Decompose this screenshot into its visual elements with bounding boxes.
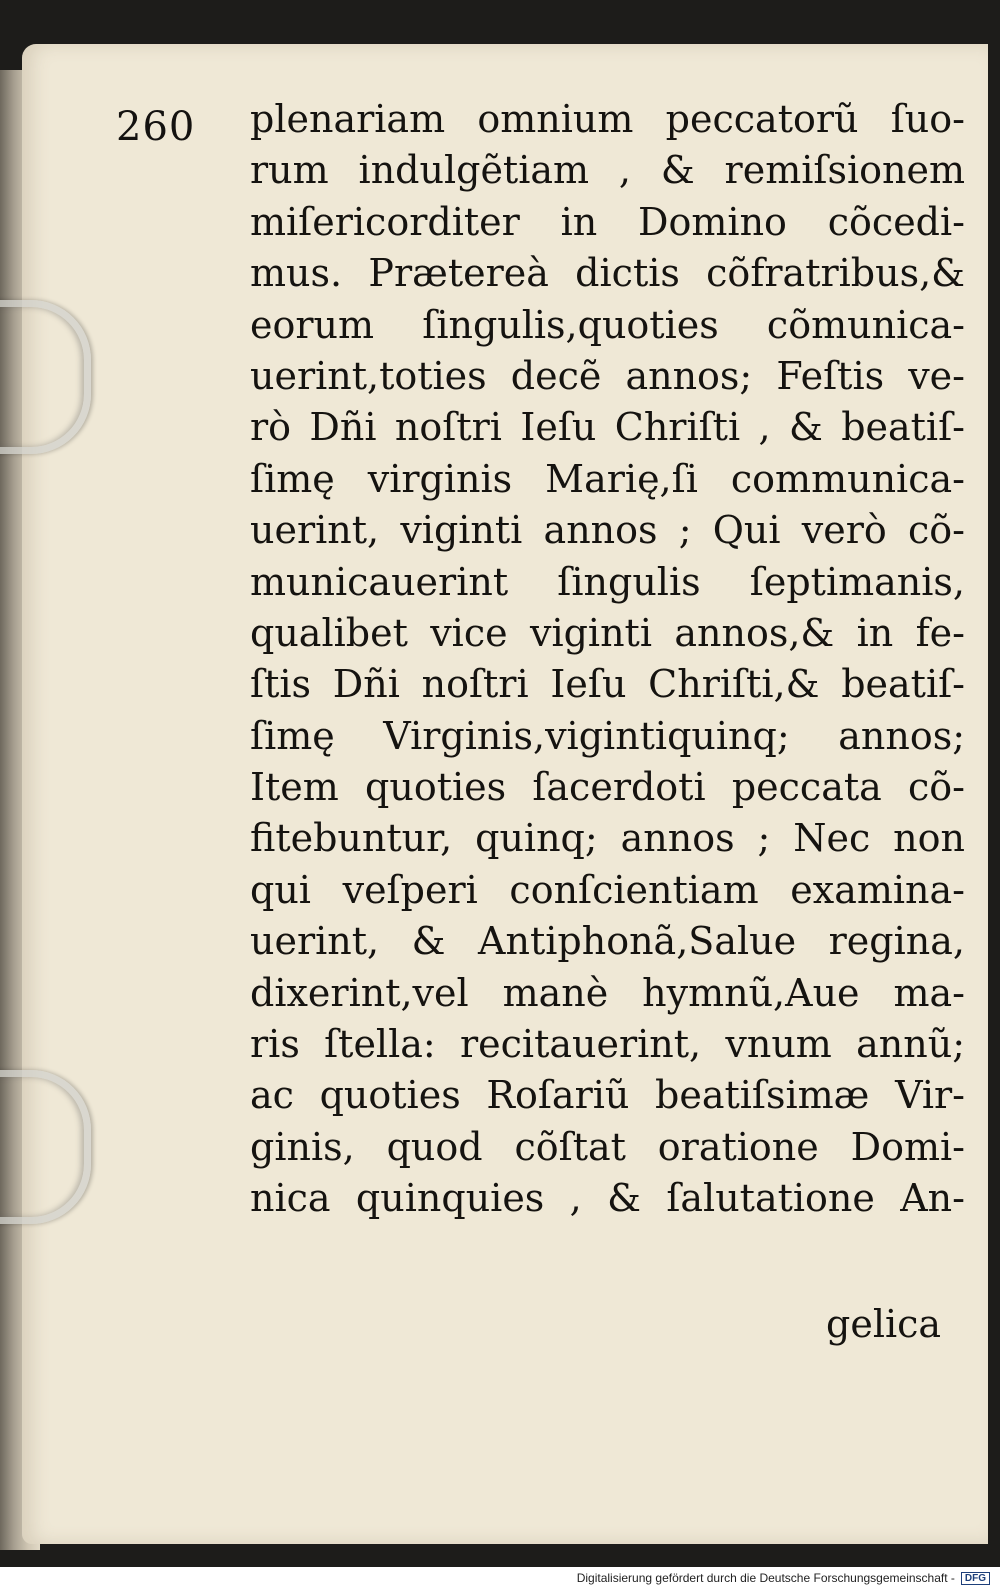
text-line: fitebuntur, quinq; annos ; Nec non	[250, 816, 965, 861]
page-clip	[0, 300, 91, 454]
text-line: dixerint,vel manè hymnũ,Aue ma-	[250, 970, 965, 1015]
text-line: Item quoties ſacerdoti peccata cõ-	[250, 765, 965, 810]
text-line: rò Dñi noſtri Ieſu Chriſti , & beatiſ-	[250, 405, 965, 450]
digitization-footer	[0, 1567, 1000, 1589]
text-line: qui veſperi conſcientiam examina-	[250, 867, 965, 912]
text-line: miſericorditer in Domino cõcedi-	[250, 199, 965, 244]
page-number: 260	[116, 104, 196, 150]
text-line: rum indulgẽtiam , & remiſsionem	[250, 148, 965, 193]
text-line: uerint,toties decẽ annos; Feſtis ve-	[250, 353, 965, 398]
text-line: ac quoties Roſariũ beatiſsimæ Vir-	[250, 1073, 965, 1118]
dfg-logo: DFG	[961, 1572, 990, 1585]
footer-credit: Digitalisierung gefördert durch die Deutsche Forschungsgemeinschaft -	[576, 1571, 955, 1585]
text-line: ſimę Virginis,vigintiquinq; annos;	[250, 713, 965, 758]
page-clip	[0, 1070, 91, 1224]
text-line: uerint, & Antiphonã,Salue regina,	[250, 919, 965, 964]
text-line: eorum ſingulis,quoties cõmunica-	[250, 302, 965, 347]
text-line: ris ſtella: recitauerint, vnum annũ;	[250, 1022, 965, 1067]
catchword: gelica	[826, 1302, 942, 1346]
text-line: nica quinquies , & ſalutatione An-	[250, 1176, 965, 1221]
text-line: qualibet vice viginti annos,& in fe-	[250, 610, 965, 655]
text-line: uerint, viginti annos ; Qui verò cõ-	[250, 508, 965, 553]
body-text	[250, 94, 965, 1225]
text-line: plenariam omnium peccatorũ ſuo-	[250, 97, 965, 141]
text-line: ſimę virginis Marię,ſi communica-	[250, 456, 965, 501]
text-line: ginis, quod cõſtat oratione Domi-	[250, 1124, 965, 1169]
text-line: mus. Prætereà dictis cõfratribus,&	[250, 251, 965, 296]
text-line: municauerint ſingulis ſeptimanis,	[250, 559, 965, 604]
text-line: ſtis Dñi noſtri Ieſu Chriſti,& beatiſ-	[250, 662, 965, 707]
